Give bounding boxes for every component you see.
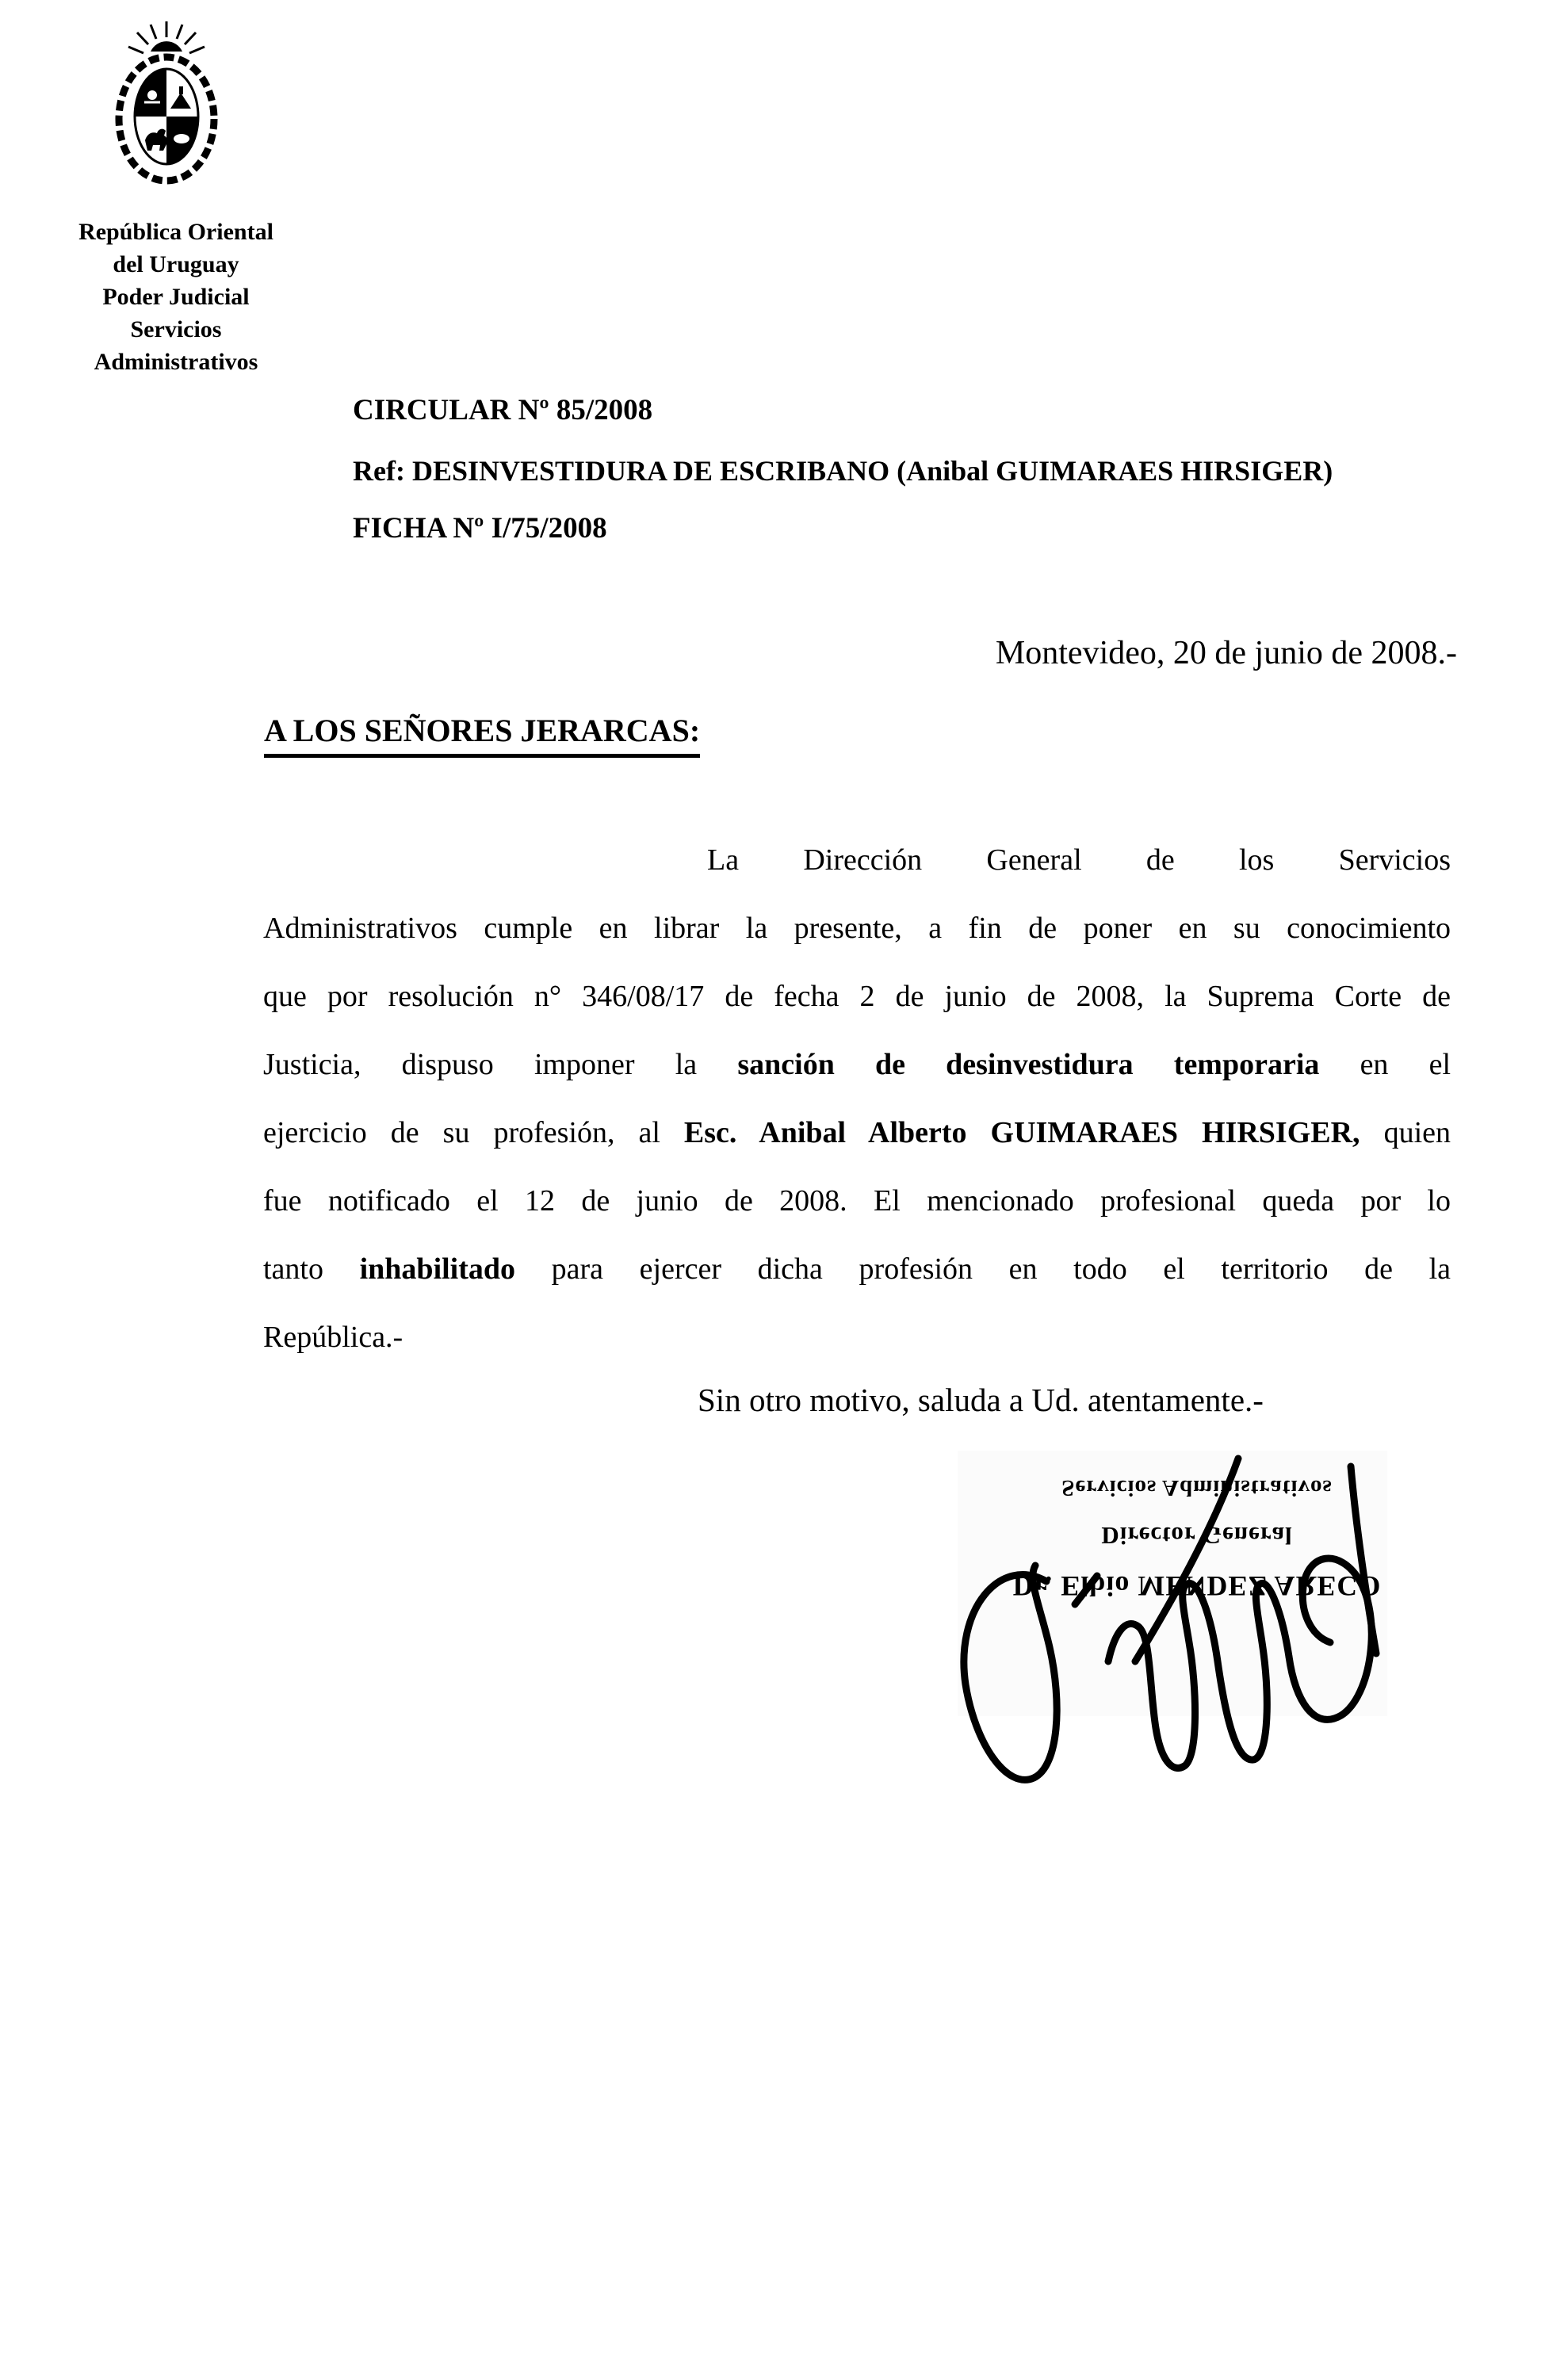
body-line-8 — [263, 1303, 1451, 1371]
org-line: República Oriental — [78, 219, 273, 245]
reference-block — [353, 393, 1333, 545]
org-line: del Uruguay — [113, 251, 239, 277]
org-line: Servicios — [130, 316, 222, 342]
org-line: Poder Judicial — [102, 284, 250, 310]
body-text: Administrativos cumple en librar la presente, a fin de poner en su conocimiento — [263, 912, 1451, 945]
body-text: fue notificado el 12 de junio de 2008. El mencionado profesional queda por lo — [263, 1184, 1451, 1218]
body-line-6 — [263, 1167, 1451, 1235]
body-text-bold: inhabilitado — [359, 1252, 516, 1286]
body-text: Justicia, dispuso imponer la — [263, 1048, 698, 1081]
org-line: Administrativos — [94, 349, 258, 375]
body-line-1 — [263, 826, 1451, 894]
body-text-bold: Esc. Anibal Alberto GUIMARAES HIRSIGER, — [683, 1116, 1360, 1149]
body-text: La Dirección General de los Servicios — [707, 843, 1451, 877]
signature-scribble — [912, 1443, 1467, 1807]
body-paragraph — [263, 826, 1451, 1371]
body-line-3 — [263, 962, 1451, 1030]
dateline: Montevideo, 20 de junio de 2008.- — [995, 635, 1457, 671]
stamp-department: Servicios Administrativos — [1061, 1475, 1333, 1501]
body-text: en el — [1360, 1048, 1451, 1081]
salutation: A LOS SEÑORES JERARCAS: — [264, 712, 700, 758]
stamp-title: Director General — [1101, 1522, 1293, 1550]
body-line-2 — [263, 894, 1451, 962]
org-name-block — [41, 216, 311, 378]
circular-number-line: CIRCULAR Nº 85/2008 — [353, 394, 653, 426]
body-text-bold: sanción de desinvestidura temporaria — [737, 1048, 1320, 1081]
stamp-name: Dr. Elbio MENDEZ ARECO — [1012, 1570, 1382, 1602]
body-text: para ejercer dicha profesión en todo el territorio de la — [551, 1252, 1451, 1286]
coat-of-arms-logo — [107, 20, 226, 190]
body-text: que por resolución n° 346/08/17 de fecha 2 de junio de 2008, la Suprema Corte de — [263, 980, 1451, 1013]
body-line-4 — [263, 1030, 1451, 1099]
body-text: tanto — [263, 1252, 323, 1286]
body-line-5 — [263, 1099, 1451, 1167]
body-text: República.- — [263, 1321, 403, 1354]
body-line-7 — [263, 1235, 1451, 1303]
body-text: ejercicio de su profesión, al — [263, 1116, 660, 1149]
ficha-line: FICHA Nº I/75/2008 — [353, 512, 607, 545]
body-text: quien — [1383, 1116, 1451, 1149]
ref-line: Ref: DESINVESTIDURA DE ESCRIBANO (Anibal GUIMARAES HIRSIGER) — [353, 455, 1333, 487]
closing-line: Sin otro motivo, saluda a Ud. atentamente.- — [698, 1382, 1264, 1418]
